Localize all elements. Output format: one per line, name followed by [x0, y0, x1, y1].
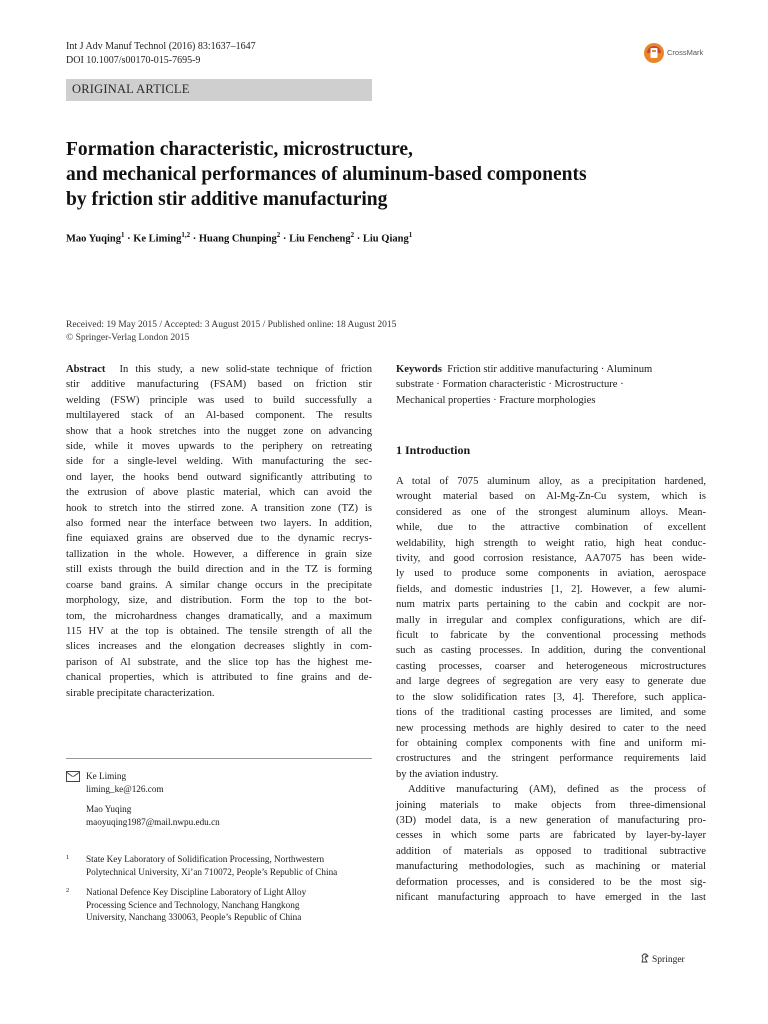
journal-reference: Int J Adv Manuf Technol (2016) 83:1637–1647: [66, 41, 256, 52]
envelope-icon: [66, 771, 80, 782]
keywords-block: [396, 362, 706, 408]
abstract-line: sirable precipitate characterization.: [66, 687, 215, 699]
abstract-line: also formed near the interface between two layers. In addition,: [66, 518, 372, 530]
affiliation-line: Polytechnical University, Xi’an 710072, People’s Republic of China: [86, 866, 338, 877]
article-title: [66, 137, 706, 212]
abstract-line: morphology, size, and distribution. Form the top to the bot-: [66, 595, 372, 607]
abstract-line: parison of Al substrate, and the slice top has the highest me-: [66, 656, 372, 668]
title-line: and mechanical performances of aluminum-based components: [66, 164, 587, 185]
publisher-name: Springer: [652, 955, 685, 965]
keywords-line: [396, 362, 706, 377]
abstract-line: chanical properties, which is attributed to fine grains and de-: [66, 672, 372, 684]
intro-line: ficult to fabricate by the conventional processing methods: [396, 630, 706, 642]
intro-line: fields, and domestic industries [1, 2]. However, a few alumi-: [396, 583, 706, 595]
intro-line: crostructures and the stringent performance requirements laid: [396, 753, 706, 765]
title-line: Formation characteristic, microstructure,: [66, 139, 413, 160]
contact-name: Mao Yuqing: [86, 804, 132, 814]
article-type-label: ORIGINAL ARTICLE: [72, 82, 190, 96]
title-line: by friction stir additive manufacturing: [66, 189, 388, 210]
crossmark-badge[interactable]: [643, 42, 719, 64]
abstract-line: side for a single-level welding. With manufacturing the sec-: [66, 456, 372, 468]
intro-line: considered as one of the strongest aluminum alloys. Mean-: [396, 506, 706, 518]
intro-line: Additive manufacturing (AM), defined as the process of: [408, 784, 706, 796]
intro-line: weldability, high strength to weight ratio, high heat conduc-: [396, 537, 706, 549]
author-affiliation-mark: 2: [276, 231, 281, 239]
author-affiliation-mark: 1,2: [181, 231, 191, 239]
affiliation-line: University, Nanchang 330063, People’s Republic of China: [86, 912, 302, 923]
contact-email[interactable]: maoyuqing1987@mail.nwpu.edu.cn: [86, 817, 220, 827]
copyright-notice: © Springer-Verlag London 2015: [66, 333, 190, 343]
affiliation-line: Processing Science and Technology, Nanchang Hangkong: [86, 899, 300, 910]
intro-line: cesses in which some parts are fabricated by layer-by-layer: [396, 830, 706, 842]
abstract-line: the extrusion of above plastic material, which can avoid the: [66, 487, 372, 499]
crossmark-label: CrossMark: [667, 48, 704, 57]
abstract-label: Abstract: [66, 364, 106, 375]
keywords-line: substrate · Formation characteristic · Microstructure ·: [396, 379, 624, 391]
springer-horse-icon: [640, 953, 650, 963]
keywords-line-text: Friction stir additive manufacturing · Aluminum: [447, 364, 653, 375]
intro-line: num matrix parts pertaining to the cabin and cockpit are nor-: [396, 599, 706, 611]
intro-line: tivity, and good corrosion resistance, AA7075 has been wide-: [396, 553, 706, 565]
intro-line: for obtaining complex components with fine and uniform mi-: [396, 737, 706, 749]
intro-line: casting processes, coarser and heterogeneous microstructures: [396, 660, 706, 672]
intro-line: new processing methods are highly desired to cater to the need: [396, 722, 706, 734]
intro-line: joining materials to make objects from three-dimensional: [396, 799, 706, 811]
intro-line: manufacturing methodologies, such as machining or material: [396, 861, 706, 873]
footnote-divider: [66, 758, 372, 759]
author-list: Mao Yuqing$^1$ · Ke Liming$^{1,2}$ · Huang Chunping$^2$ · Liu Fencheng$^2$ · Liu Qiang$^1$: [66, 231, 413, 245]
abstract-line: tom, the microhardness changes dramatically, and a maximum: [66, 610, 372, 622]
affiliation-number: 1: [66, 854, 70, 861]
intro-line: tions of the traditional casting processes are limited, and some: [396, 707, 706, 719]
abstract-line: ond layer, the hooks bend outward significantly attributing to: [66, 471, 372, 483]
affiliation-line: National Defence Key Discipline Laboratory of Light Alloy: [86, 887, 307, 897]
intro-line: addition of materials as opposed to traditional subtractive: [396, 845, 706, 857]
intro-line: to the slow solidification rates [3, 4]. Therefore, such applica-: [396, 691, 706, 703]
abstract-line-text: In this study, a new solid-state technique of friction: [119, 364, 372, 375]
author-affiliation-mark: 1: [408, 231, 413, 239]
abstract-line: slices increases and the elongation decreases slightly in com-: [66, 641, 372, 653]
publisher-logo: [640, 953, 685, 965]
keywords-label: Keywords: [396, 364, 442, 375]
abstract-line: multilayered stack of an Al-based component. The results: [66, 410, 372, 422]
abstract-line: welding (FSW) principle was used to build successfully a: [66, 394, 372, 406]
intro-line: by the aviation industry.: [396, 768, 499, 780]
author-name[interactable]: Ke Liming: [133, 233, 182, 245]
affiliation-number: 2: [66, 887, 70, 894]
contact-name: Ke Liming: [86, 771, 127, 781]
affiliation-line: State Key Laboratory of Solidification Processing, Northwestern: [86, 854, 325, 864]
intro-line: deformation processes, and is considered to be the most sig-: [396, 876, 706, 888]
publication-dates: Received: 19 May 2015 / Accepted: 3 August 2015 / Published online: 18 August 2015: [66, 320, 397, 330]
abstract-line: coarse band grains. A similar change occurs in the precipitate: [66, 579, 372, 591]
crossmark-icon: [643, 42, 665, 64]
abstract-line: stir additive manufacturing (FSAM) based on friction stir: [66, 379, 372, 391]
abstract-line: side, while it moves upwards to the periphery on retreating: [66, 441, 372, 453]
author-name[interactable]: Mao Yuqing: [66, 233, 121, 245]
abstract-line: tallization in the whole. However, a difference in grain size: [66, 548, 372, 560]
intro-line: mally in irregular and complex configurations, which are dif-: [396, 614, 706, 626]
abstract-line: 115 HV at the top is obtained. The tensile strength of all the: [66, 625, 372, 637]
author-name[interactable]: Huang Chunping: [198, 233, 277, 245]
intro-line: ly used to produce some components in aviation, aerospace: [396, 568, 706, 580]
abstract-line: fine equiaxed grains are observed due to the dynamic recrys-: [66, 533, 372, 545]
abstract-line: show that a hook stretches into the nugget zone on advancing: [66, 425, 372, 437]
intro-line: and large degrees of segregation are very easy to generate due: [396, 676, 706, 688]
intro-line: while, due to the attractive combination of excellent: [396, 522, 706, 534]
section-heading: 1 Introduction: [396, 443, 471, 457]
doi[interactable]: DOI 10.1007/s00170-015-7695-9: [66, 55, 201, 66]
intro-line: nificant manufacturing approach to have emerged in the last: [396, 891, 706, 903]
keywords-line: Mechanical properties · Fracture morphologies: [396, 394, 596, 406]
abstract-line: hook to stretch into the stirred zone. A transition zone (TZ) is: [66, 502, 372, 514]
author-name[interactable]: Liu Fencheng: [289, 233, 351, 245]
intro-line: (3D) model data, is a new generation of manufacturing pro-: [396, 814, 706, 826]
author-affiliation-mark: 2: [350, 231, 355, 239]
intro-line: A total of 7075 aluminum alloy, as a precipitation hardened,: [396, 476, 706, 487]
article-type-banner: [66, 79, 372, 101]
abstract-block: [66, 362, 372, 701]
abstract-line: still exists through the build direction and in the TZ is forming: [66, 564, 372, 576]
contact-email[interactable]: liming_ke@126.com: [86, 784, 164, 794]
author-affiliation-mark: 1: [120, 231, 125, 239]
intro-line: such as casting processes. In addition, during the conventional: [396, 645, 706, 657]
introduction-body: [396, 474, 706, 905]
abstract-line: [66, 362, 372, 377]
author-name[interactable]: Liu Qiang: [362, 233, 409, 245]
intro-line: wrought material based on Al-Mg-Zn-Cu system, which is: [396, 491, 706, 503]
